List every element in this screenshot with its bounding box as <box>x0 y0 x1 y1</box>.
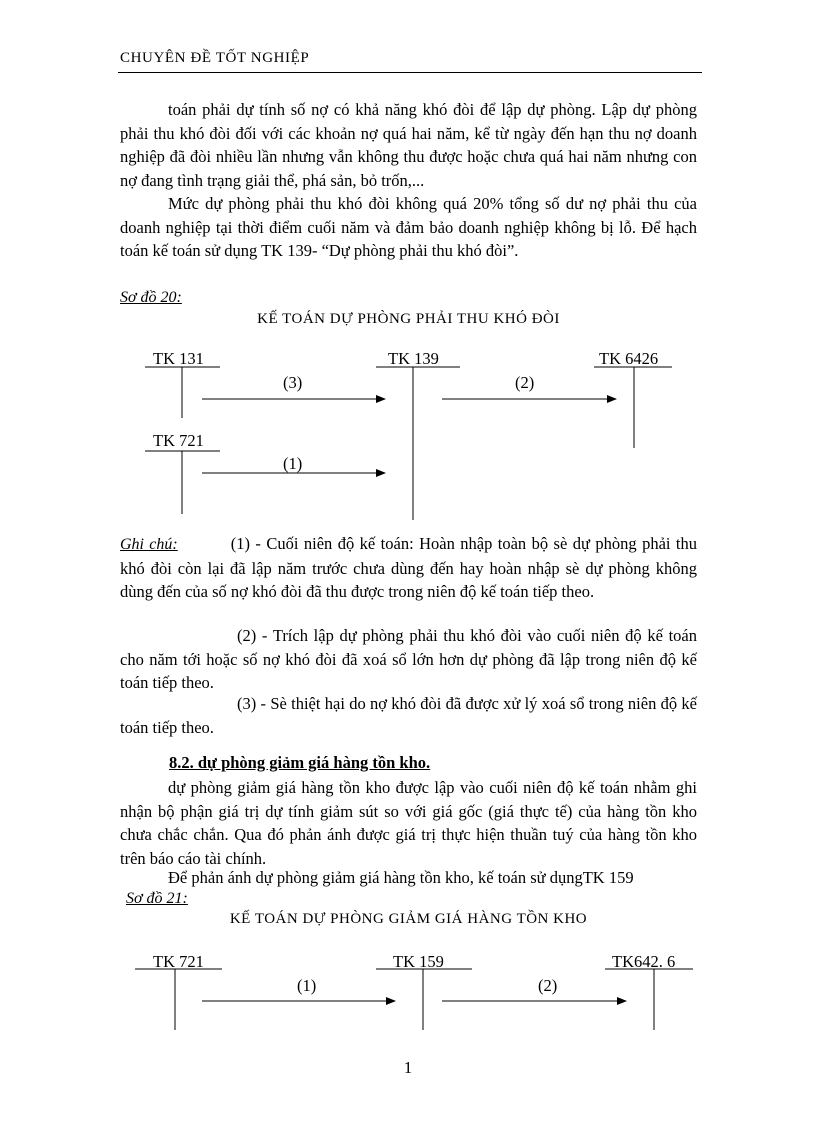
section-paragraph-2-text: Để phản ánh dự phòng giảm giá hàng tồn kho, kế toán sử dụngTK 159 <box>168 868 634 887</box>
arrow-2-label: (2) <box>515 373 535 392</box>
section-paragraph-2 <box>120 866 697 890</box>
arrow-b2-label: (2) <box>538 976 558 995</box>
diagram-21-title: KẾ TOÁN DỰ PHÒNG GIẢM GIÁ HÀNG TỒN KHO <box>229 911 588 927</box>
tk721-label: TK 721 <box>153 431 204 450</box>
note-1 <box>120 532 697 604</box>
intro-paragraph-2-text: Mức dự phòng phải thu khó đòi không quá 20% tổng số dư nợ phải thu của doanh nghiệp tại thời điểm cuối năm và đảm bảo doanh nghiệp không bị lỗ. Để hạch toán kế toán sử dụng TK 139- “Dự phòng phải thu khó đòi”. <box>120 194 697 261</box>
section-heading <box>169 753 430 773</box>
notes-label: Ghi chú: <box>120 536 178 553</box>
intro-paragraph-1-text: toán phải dự tính số nợ có khả năng khó đòi để lập dự phòng. Lập dự phòng phải thu khó đòi đối với các khoản nợ quá hai năm, kể từ ngày đến hạn thu nợ doanh nghiệp đã đòi nhiều lần nhưng vẫn không thu được hoặc chưa quá hai năm nhưng con nợ đang tình trạng giải thể, phá sản, bỏ trốn,... <box>120 100 697 190</box>
note-1-rest: phải thu khó đòi còn lại đã lập năm trước chưa dùng đến hay hoàn nhập sè dự phòng không dùng đến của số nợ khó đòi đã thu được trong niên độ kế toán tiếp theo. <box>120 534 697 602</box>
t-account-tk721-b <box>135 952 222 1030</box>
diagram-20-label: Sơ đồ 20: <box>120 289 182 306</box>
diagram-20-title: KẾ TOÁN DỰ PHÒNG PHẢI THU KHÓ ĐÒI <box>257 311 560 327</box>
t-account-tk131 <box>145 349 220 418</box>
t-account-tk159 <box>376 952 472 1030</box>
tk6426-b-label: TK642. 6 <box>612 952 676 971</box>
tk6426-label: TK 6426 <box>599 349 659 368</box>
diagram-21-label: Sơ đồ 21: <box>126 890 188 907</box>
arrow-1 <box>202 454 385 473</box>
tk139-label: TK 139 <box>388 349 439 368</box>
section-heading-text: 8.2. dự phòng giảm giá hàng tồn kho. <box>169 753 431 772</box>
note-2 <box>120 624 697 695</box>
note-3 <box>120 692 697 739</box>
arrow-2 <box>442 373 616 399</box>
note-3-text: (3) - Sè thiệt hại do nợ khó đòi đã được xử lý xoá sổ trong niên độ kế toán tiếp theo. <box>120 694 697 737</box>
section-paragraph-1-text: dự phòng giảm giá hàng tồn kho được lập vào cuối niên độ kế toán nhằm ghi nhận bộ phận giá trị dự tính giảm sút so với giá gốc (giá thực tế) của hàng tồn kho chưa chắc chắn. Qua đó phản ánh được giá trị thực hiện thuần tuý của hàng tồn kho trên báo cáo tài chính. <box>120 778 697 868</box>
running-header: CHUYÊN ĐỀ TỐT NGHIỆP <box>120 50 310 66</box>
arrow-b2 <box>442 976 626 1001</box>
tk159-label: TK 159 <box>393 952 444 971</box>
t-account-tk6426-b <box>605 952 693 1030</box>
tk131-label: TK 131 <box>153 349 204 368</box>
arrow-b1-label: (1) <box>297 976 317 995</box>
arrow-1-label: (1) <box>283 454 303 473</box>
arrow-3 <box>202 373 385 399</box>
arrow-b1 <box>202 976 395 1001</box>
arrow-3-label: (3) <box>283 373 303 392</box>
note-2-text: (2) - Trích lập dự phòng phải thu khó đòi vào cuối niên độ kế toán cho năm tới hoặc số nợ khó đòi đã xoá sổ lớn hơn dự phòng đã lập trong niên độ kế toán tiếp theo. <box>120 626 697 693</box>
note-1-head: (1) - Cuối niên độ kế toán: Hoàn nhập toàn bộ sè dự phòng <box>230 534 637 553</box>
section-paragraph-1 <box>120 776 697 870</box>
tk721-b-label: TK 721 <box>153 952 204 971</box>
t-account-tk139 <box>376 349 460 520</box>
page-number: 1 <box>403 1058 413 1077</box>
